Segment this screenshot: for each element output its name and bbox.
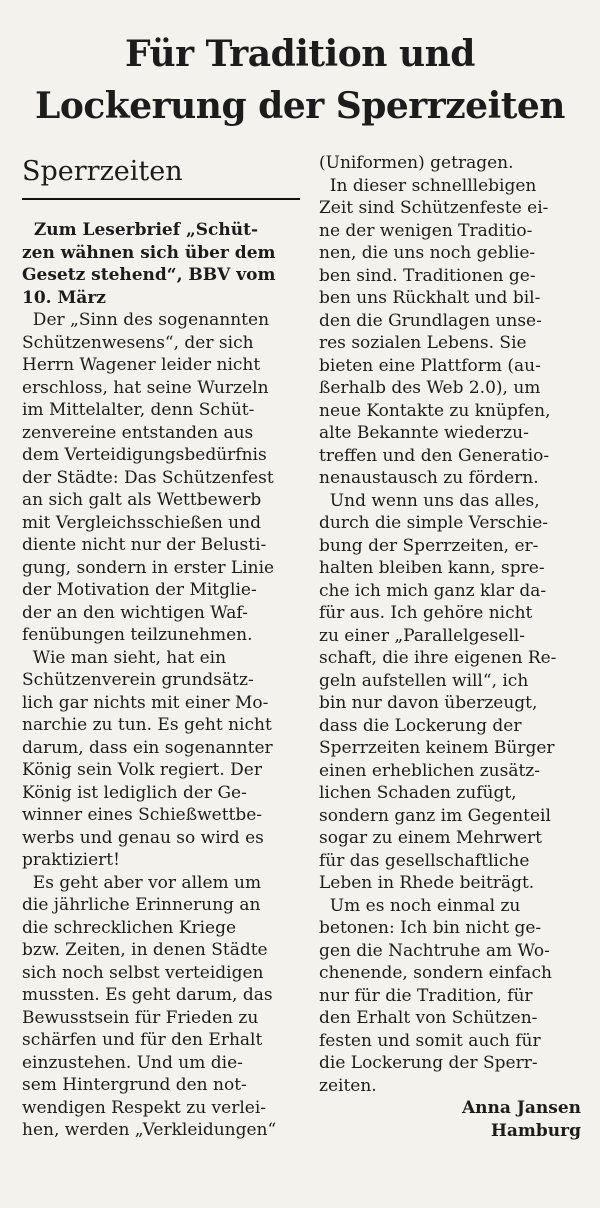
text-line: In dieser schnelllebigen xyxy=(319,175,537,196)
text-line: erschloss, hat seine Wurzeln xyxy=(22,377,269,398)
text-line: Gesetz stehend“, BBV vom xyxy=(22,265,276,285)
text-line: zeiten. xyxy=(319,1075,377,1096)
text-column-2-body xyxy=(319,152,581,1097)
text-line: Der „Sinn des sogenannten xyxy=(22,310,270,330)
text-line: wendigen Respekt zu verlei- xyxy=(22,1097,267,1118)
text-line: bieten eine Plattform (au- xyxy=(319,355,541,376)
text-line: festen und somit auch für xyxy=(319,1030,541,1051)
text-line: schaft, die ihre eigenen Re- xyxy=(319,648,557,668)
text-line: hen, werden „Verkleidungen“ xyxy=(22,1120,277,1140)
text-line: dem Verteidigungsbedürfnis xyxy=(22,445,267,465)
text-line: nur für die Tradition, für xyxy=(319,985,533,1006)
text-line: alte Bekannte wiederzu- xyxy=(319,423,529,443)
text-line: chenende, sondern einfach xyxy=(319,963,552,983)
text-line: der Motivation der Mitglie- xyxy=(22,580,257,600)
text-line: bung der Sperrzeiten, er- xyxy=(319,535,539,556)
text-line: König sein Volk regiert. Der xyxy=(22,760,262,780)
text-line: che ich mich ganz klar da- xyxy=(319,580,547,601)
text-line: zenvereine entstanden aus xyxy=(22,422,254,443)
text-line: res sozialen Lebens. Sie xyxy=(319,333,527,353)
text-line: zu einer „Parallelgesell- xyxy=(319,625,525,646)
text-line: an sich galt als Wettbewerb xyxy=(22,490,262,510)
text-line: neue Kontakte zu knüpfen, xyxy=(319,400,551,421)
kicker-rule xyxy=(22,198,300,200)
text-line: zen wähnen sich über dem xyxy=(22,242,276,263)
text-line: lichen Schaden zufügt, xyxy=(319,783,517,803)
text-line: Herrn Wagener leider nicht xyxy=(22,355,261,375)
text-line: ben sind. Traditionen ge- xyxy=(319,265,536,286)
headline xyxy=(0,28,600,132)
text-line: gen die Nachtruhe am Wo- xyxy=(319,940,550,961)
headline-line-2: Lockerung der Sperrzeiten xyxy=(35,85,565,127)
text-line: einen erheblichen zusätz- xyxy=(319,760,540,781)
text-line: bin nur davon überzeugt, xyxy=(319,693,538,713)
text-line: Und wenn uns das alles, xyxy=(319,490,540,511)
text-line: halten bleiben kann, spre- xyxy=(319,558,545,578)
text-line: Um es noch einmal zu xyxy=(319,895,521,916)
text-line: ßerhalb des Web 2.0), um xyxy=(319,378,541,398)
text-line: den Erhalt von Schützen- xyxy=(319,1008,538,1028)
text-line: betonen: Ich bin nicht ge- xyxy=(319,918,542,938)
text-line: ne der wenigen Traditio- xyxy=(319,220,533,241)
text-line: Zeit sind Schützenfeste ei- xyxy=(319,198,549,218)
section-kicker: Sperrzeiten xyxy=(22,156,183,187)
text-line: Wie man sieht, hat ein xyxy=(22,647,227,668)
text-line: Schützenverein grundsätz- xyxy=(22,670,254,690)
text-line: Schützenwesens“, der sich xyxy=(22,332,254,353)
text-line: bzw. Zeiten, in denen Städte xyxy=(22,940,268,960)
text-line: winner eines Schießwettbe- xyxy=(22,805,263,825)
author-city: Hamburg xyxy=(490,1120,581,1141)
text-line: Es geht aber vor allem um xyxy=(22,872,262,893)
text-line: die jährliche Erinnerung an xyxy=(22,895,261,915)
text-line: für aus. Ich gehöre nicht xyxy=(319,603,533,623)
text-line: sich noch selbst verteidigen xyxy=(22,962,264,983)
text-line: ben uns Rückhalt und bil- xyxy=(319,288,541,308)
text-line: treffen und den Generatio- xyxy=(319,445,550,466)
text-line: lich gar nichts mit einer Mo- xyxy=(22,692,269,713)
text-line: die schrecklichen Kriege xyxy=(22,917,237,938)
text-line: nen, die uns noch geblie- xyxy=(319,243,536,263)
text-line: Bewusstsein für Frieden zu xyxy=(22,1007,259,1028)
text-line: Leben in Rhede beiträgt. xyxy=(319,873,535,893)
headline-line-1: Für Tradition und xyxy=(125,33,475,75)
text-line: Sperrzeiten keinem Bürger xyxy=(319,738,555,758)
text-line: mit Vergleichsschießen und xyxy=(22,512,261,533)
text-line: 10. März xyxy=(22,287,106,308)
text-line: für das gesellschaftliche xyxy=(319,850,530,871)
text-line: den die Grundlagen unse- xyxy=(319,310,542,331)
text-line: sondern ganz im Gegenteil xyxy=(319,805,551,826)
text-line: dass die Lockerung der xyxy=(319,715,522,736)
text-line: gung, sondern in erster Linie xyxy=(22,557,275,578)
text-line: (Uniformen) getragen. xyxy=(319,153,514,173)
text-line: darum, dass ein sogenannter xyxy=(22,737,273,758)
text-line: Zum Leserbrief „Schüt- xyxy=(22,220,259,240)
text-column-1 xyxy=(22,219,300,1142)
text-line: praktiziert! xyxy=(22,850,120,870)
text-line: narchie zu tun. Es geht nicht xyxy=(22,715,272,735)
text-line: diente nicht nur der Belusti- xyxy=(22,535,267,555)
text-line: fenübungen teilzunehmen. xyxy=(22,625,253,645)
text-line: König ist lediglich der Ge- xyxy=(22,782,247,803)
text-line: der an den wichtigen Waf- xyxy=(22,602,248,623)
text-line: der Städte: Das Schützenfest xyxy=(22,467,274,488)
text-line: die Lockerung der Sperr- xyxy=(319,1053,538,1073)
text-line: einzustehen. Und um die- xyxy=(22,1052,243,1073)
text-line: geln aufstellen will“, ich xyxy=(319,670,529,691)
text-line: nenaustausch zu fördern. xyxy=(319,468,539,488)
text-line: werbs und genau so wird es xyxy=(22,827,264,848)
text-line: schärfen und für den Erhalt xyxy=(22,1030,263,1050)
author-name: Anna Jansen xyxy=(461,1098,581,1118)
text-line: mussten. Es geht darum, das xyxy=(22,985,273,1005)
text-line: im Mittelalter, denn Schüt- xyxy=(22,400,255,420)
text-line: sem Hintergrund den not- xyxy=(22,1075,247,1095)
text-line: durch die simple Verschie- xyxy=(319,513,549,533)
text-line: sogar zu einem Mehrwert xyxy=(319,828,542,848)
text-column-2 xyxy=(319,152,581,1142)
